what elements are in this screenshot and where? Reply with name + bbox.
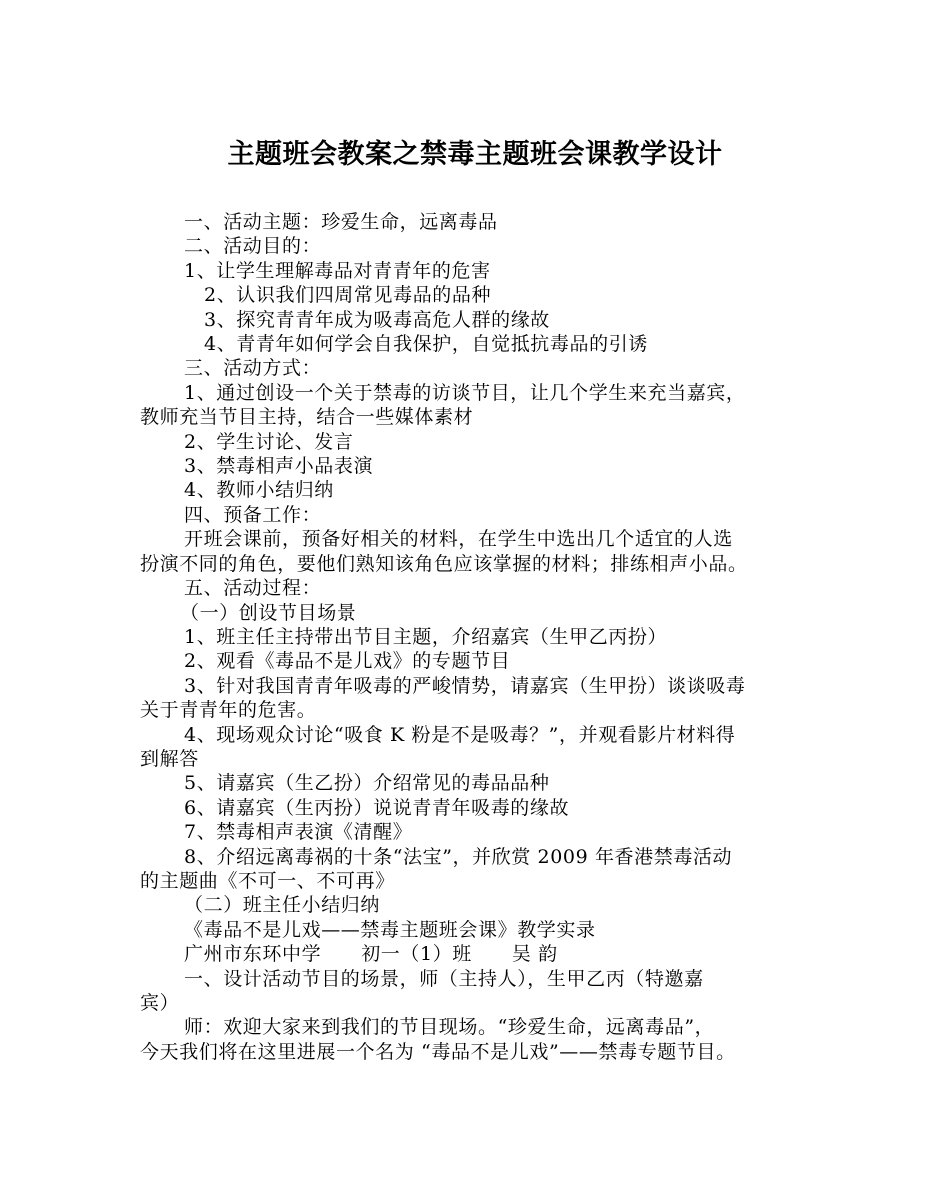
text-line: 三、活动方式： <box>184 357 322 380</box>
document-body <box>140 210 812 1064</box>
text-line: 5、请嘉宾（生乙扮）介绍常见的毒品品种 <box>184 772 550 795</box>
text-line: 6、请嘉宾（生丙扮）说说青青年吸毒的缘故 <box>184 796 570 819</box>
document-title: 主题班会教案之禁毒主题班会课教学设计 <box>227 139 723 170</box>
text-line: 四、预备工作： <box>184 503 322 526</box>
author-class: 初一（1）班 <box>361 943 472 966</box>
text-line: 1、让学生理解毒品对青青年的危害 <box>184 259 491 282</box>
text-line: 1、班主任主持带出节目主题，介绍嘉宾（生甲乙丙扮） <box>184 625 668 648</box>
author-school: 广州市东环中学 <box>184 943 322 966</box>
text-line: 3、禁毒相声小品表演 <box>184 455 374 478</box>
text-line: 关于青青年的危害。 <box>140 699 317 722</box>
text-line: 一、活动主题：珍爱生命，远离毒品 <box>184 211 498 233</box>
text-line: 2、认识我们四周常见毒品的品种 <box>204 284 492 307</box>
text-line: 教师充当节目主持，结合一些媒体素材 <box>140 406 474 429</box>
text-line: 8、介绍远离毒祸的十条“法宝”，并欣赏 2009 年香港禁毒活动 <box>184 845 733 868</box>
text-line: 3、探究青青年成为吸毒高危人群的缘故 <box>204 308 550 331</box>
text-line: （一）创设节目场景 <box>180 601 357 624</box>
text-line: 扮演不同的角色，要他们熟知该角色应该掌握的材料；排练相声小品。 <box>140 552 748 575</box>
author-teacher: 吴 韵 <box>511 943 558 966</box>
text-line: 今天我们将在这里进展一个名为 “毒品不是儿戏”——禁毒专题节目。 <box>140 1040 736 1063</box>
text-line: 《毒品不是儿戏——禁毒主题班会课》教学实录 <box>184 918 596 941</box>
text-line: 3、针对我国青青年吸毒的严峻情势，请嘉宾（生甲扮）谈谈吸毒 <box>184 674 746 697</box>
text-line: 到解答 <box>140 747 199 770</box>
text-line: 2、学生讨论、发言 <box>184 430 354 453</box>
text-line: 4、教师小结归纳 <box>184 479 334 502</box>
text-line: 五、活动过程： <box>184 577 322 600</box>
text-line: 4、青青年如何学会自我保护，自觉抵抗毒品的引诱 <box>204 333 648 356</box>
text-line: （二）班主任小结归纳 <box>184 894 381 917</box>
author-line <box>140 942 812 966</box>
text-line: 1、通过创设一个关于禁毒的访谈节目，让几个学生来充当嘉宾， <box>184 381 746 404</box>
text-line: 师：欢迎大家来到我们的节目现场。“珍爱生命，远离毒品”， <box>184 1016 715 1039</box>
text-line: 的主题曲《不可一、不可再》 <box>140 869 395 892</box>
text-line: 一、设计活动节目的场景，师（主持人），生甲乙丙（特邀嘉 <box>184 967 704 990</box>
text-line: 宾） <box>140 992 180 1014</box>
text-line: 2、观看《毒品不是儿戏》的专题节目 <box>184 650 511 673</box>
text-line: 7、禁毒相声表演《清醒》 <box>184 821 413 844</box>
text-line: 二、活动目的： <box>184 235 322 258</box>
text-line: 4、现场观众讨论“吸食 K 粉是不是吸毒？”，并观看影片材料得 <box>184 723 736 746</box>
text-line: 开班会课前，预备好相关的材料，在学生中选出几个适宜的人选 <box>184 528 733 551</box>
